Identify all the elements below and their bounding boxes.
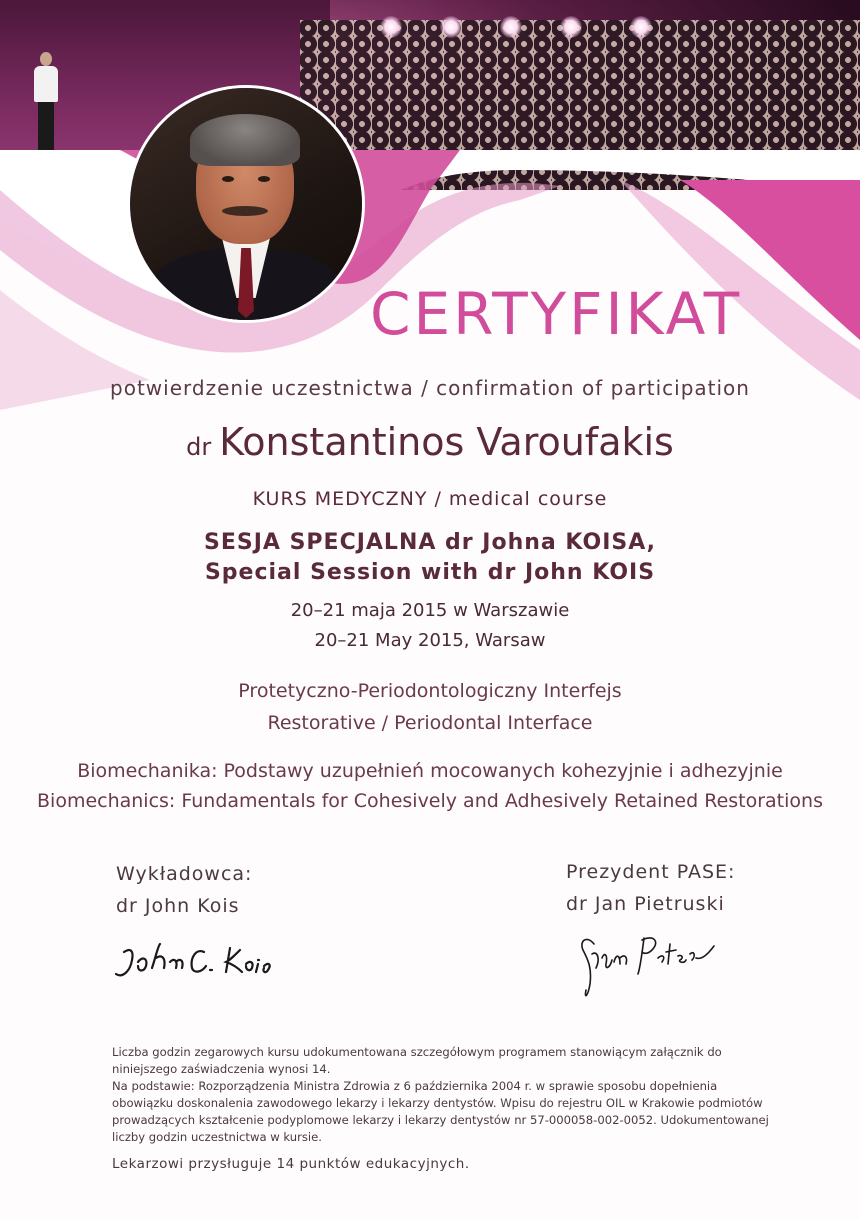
date-pl: 20–21 maja 2015 w Warszawie [290, 600, 570, 621]
ceiling-lights [380, 6, 680, 36]
lecturer-block [116, 858, 252, 922]
topic-en: Restorative / Periodontal Interface [267, 712, 593, 734]
speaker-figure [32, 52, 60, 152]
participant-name [0, 420, 860, 464]
participant-full-name: Konstantinos Varoufakis [219, 420, 674, 464]
biomechanics-en: Biomechanics: Fundamentals for Cohesively and Adhesively Retained Restorations [37, 790, 823, 812]
certificate-title: CERTYFIKAT [370, 280, 743, 348]
biomechanics-pl: Biomechanika: Podstawy uzupełnień mocowanych kohezyjnie i adhezyjnie [77, 760, 783, 782]
lecturer-portrait [130, 88, 362, 320]
participant-prefix: dr [186, 433, 212, 461]
session-title-pl: SESJA SPECJALNA dr Johna KOISA, [203, 530, 657, 555]
confirmation-line: potwierdzenie uczestnictwa / confirmation of participation [110, 376, 750, 400]
lecturer-name: dr John Kois [116, 895, 240, 917]
footer-hours-note: Liczba godzin zegarowych kursu udokumentowana szczegółowym programem stanowiącym załącznik do niniejszego zaświadczenia wynosi 14. [112, 1045, 722, 1076]
topic-pl: Protetyczno-Periodontologiczny Interfejs [238, 680, 622, 702]
education-points: Lekarzowi przysługuje 14 punktów edukacyjnych. [112, 1156, 470, 1172]
footer-legal-note: Na podstawie: Rozporządzenia Ministra Zdrowia z 6 października 2004 r. w sprawie sposobu dopełnienia obowiązku doskonalenia zawodowego lekarzy i lekarzy dentystów. Wpisu do rejestru OIL w Krakowie podmiotów prowadzących kształcenie podyplomowe lekarzy i lekarzy dentystów nr 57-000058-002-0052. Udokumentowanej liczby godzin uczestnictwa w kursie. [112, 1079, 769, 1144]
session-title-en: Special Session with dr John KOIS [204, 560, 656, 585]
course-type: KURS MEDYCZNY / medical course [252, 488, 608, 510]
president-signature [574, 924, 724, 1004]
president-name: dr Jan Pietruski [566, 893, 725, 915]
footer-notes [112, 1044, 772, 1146]
lecturer-signature [112, 938, 282, 988]
lecturer-label: Wykładowca: [116, 863, 253, 885]
date-en: 20–21 May 2015, Warsaw [314, 630, 546, 651]
president-label: Prezydent PASE: [566, 861, 736, 883]
president-block [566, 856, 735, 920]
